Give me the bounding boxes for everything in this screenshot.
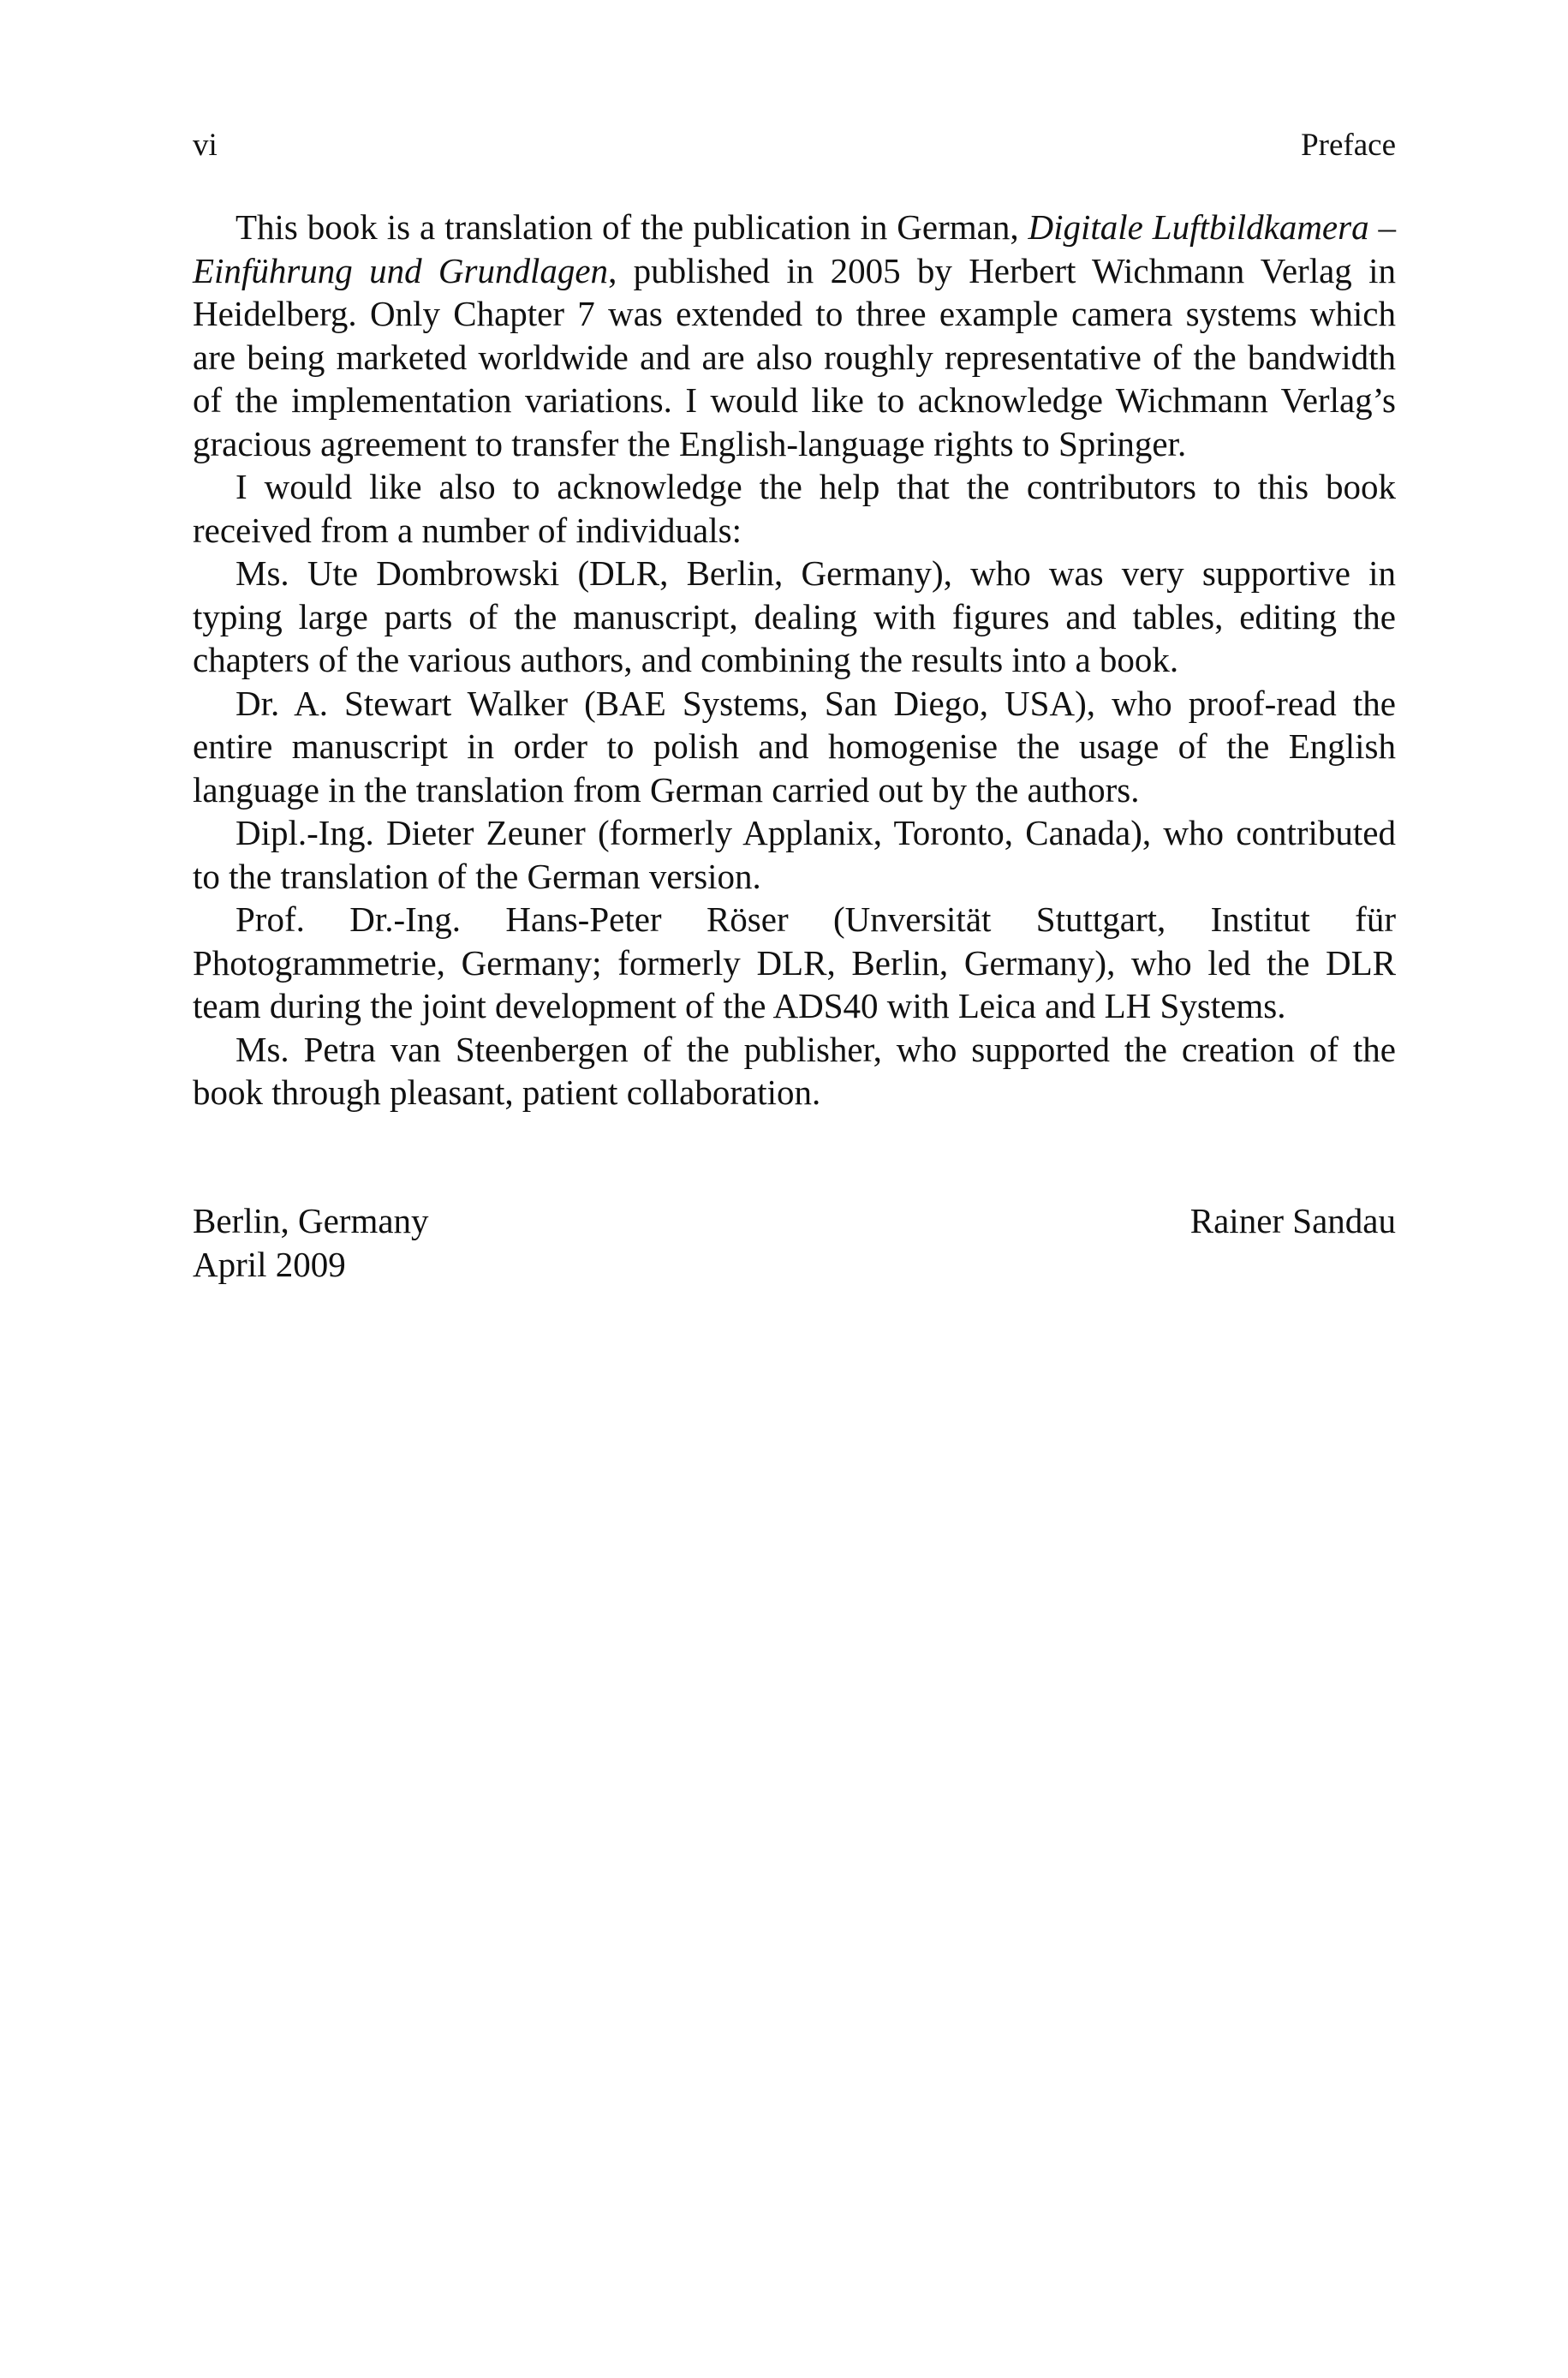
paragraph-acknowledgement-zeuner: Dipl.-Ing. Dieter Zeuner (formerly Applanix, Toronto, Canada), who contributed to the translation of the German version. bbox=[193, 813, 1396, 896]
paragraph-acknowledgement-roeser: Prof. Dr.-Ing. Hans-Peter Röser (Unversität Stuttgart, Institut für Photogrammetrie, Germany; formerly DLR, Berlin, Germany), who led the DLR team during the joint development of the ADS40 with Leica and LH Systems. bbox=[193, 899, 1396, 1025]
paragraph-text: This book is a translation of the publication in German, bbox=[235, 207, 1028, 247]
paragraph-acknowledgement-steenbergen: Ms. Petra van Steenbergen of the publisher, who supported the creation of the book through pleasant, patient collaboration. bbox=[193, 1029, 1396, 1112]
section-title: Preface bbox=[1301, 128, 1396, 163]
paragraph-acknowledgement-dombrowski: Ms. Ute Dombrowski (DLR, Berlin, Germany), who was very supportive in typing large parts of the manuscript, dealing with figures and tables, editing the chapters of the various authors, and combining the results into a book. bbox=[193, 553, 1396, 679]
original-book-title: Digitale Luftbildkamera – Einführung und Grundlagen bbox=[193, 207, 1396, 290]
page-number: vi bbox=[193, 128, 218, 163]
paragraph-acknowledgement-walker: Dr. A. Stewart Walker (BAE Systems, San Diego, USA), who proof-read the entire manuscript in order to polish and homogenise the usage of the English language in the translation from German carried out by the authors. bbox=[193, 683, 1396, 810]
signature-block bbox=[193, 1199, 1396, 1286]
paragraph-text: , published in 2005 by Herbert Wichmann Verlag in Heidelberg. Only Chapter 7 was extended to three example camera systems which are being marketed worldwide and are also roughly representative of the bandwidth of the implementation variations. I would like to acknowledge Wichmann Verlag’s gracious agreement to transfer the English-language rights to Springer. bbox=[193, 250, 1396, 463]
paragraph-acknowledgement-intro: I would like also to acknowledge the help that the contributors to this book received from a number of individuals: bbox=[193, 467, 1396, 550]
signature-place: Berlin, Germany bbox=[193, 1201, 429, 1240]
signature-author: Rainer Sandau bbox=[1189, 1201, 1396, 1240]
paragraph-translation-note bbox=[193, 206, 1396, 465]
preface-body bbox=[193, 206, 1396, 1114]
signature-date: April 2009 bbox=[193, 1244, 346, 1284]
